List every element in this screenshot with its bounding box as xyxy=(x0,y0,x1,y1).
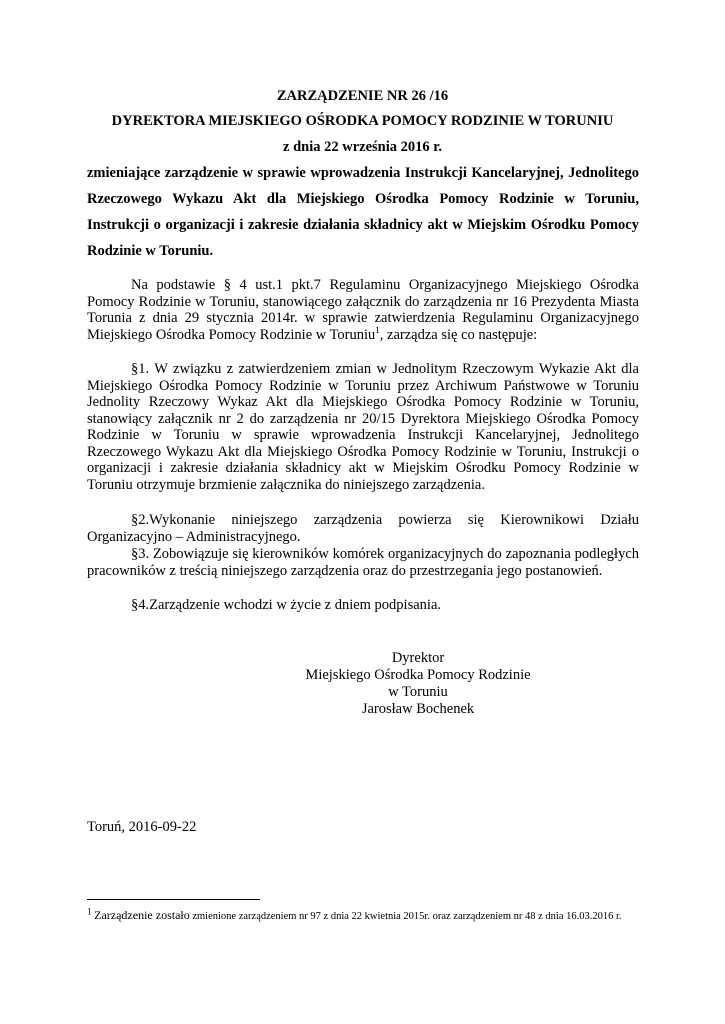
footnote-number: 1 xyxy=(87,906,92,917)
footnote-lead: Zarządzenie zostało xyxy=(94,908,190,922)
signature-block xyxy=(280,650,556,718)
document-issuer: DYREKTORA MIEJSKIEGO OŚRODKA POMOCY RODZINIE W TORUNIU xyxy=(111,113,614,129)
footnote-reference: 1 xyxy=(375,324,380,335)
footnote-text: zmienione zarządzeniem nr 97 z dnia 22 kwietnia 2015r. oraz zarządzeniem nr 48 z dnia 16.03.2016 r. xyxy=(192,911,622,922)
document-title: ZARZĄDZENIE NR 26 /16 xyxy=(276,88,449,104)
document-date: z dnia 22 września 2016 r. xyxy=(283,139,442,155)
legal-basis-paragraph xyxy=(87,277,639,343)
section-4-paragraph: §4.Zarządzenie wchodzi w życie z dniem podpisania. xyxy=(131,597,442,613)
section-3-paragraph: §3. Zobowiązuje się kierowników komórek organizacyjnych do zapoznania podległych pracowników z treścią niniejszego zarządzenia oraz do przestrzegania jego postanowień. xyxy=(87,546,639,579)
signature-city: w Toruniu xyxy=(388,684,448,700)
place-and-date: Toruń, 2016-09-22 xyxy=(87,819,197,835)
legal-basis-ending: , zarządza się co następuje: xyxy=(379,326,538,343)
legal-basis-text: Na podstawie § 4 ust.1 pkt.7 Regulaminu Organizacyjnego Miejskiego Ośrodka Pomocy Rodzinie w Toruniu, stanowiącego załącznik do zarządzenia nr 16 Prezydenta Miasta Torunia z dnia 29 stycznia 2014r. w sprawie zatwierdzenia Regulaminu Organizacyjnego Miejskiego Ośrodka Pomocy Rodzinie w Toruniu xyxy=(87,277,639,343)
signature-title: Dyrektor xyxy=(391,650,445,666)
document-subject: zmieniające zarządzenie w sprawie wprowadzenia Instrukcji Kancelaryjnej, Jednolitego Rzeczowego Wykazu Akt dla Miejskiego Ośrodka Pomocy Rodzinie w Toruniu, Instrukcji o organizacji i zakresie działania składnicy akt w Miejskim Ośrodku Pomocy Rodzinie w Toruniu. xyxy=(87,165,639,259)
footnote xyxy=(87,906,639,923)
section-2-paragraph: §2.Wykonanie niniejszego zarządzenia powierza się Kierownikowi Działu Organizacyjno – Administracyjnego. xyxy=(87,512,639,545)
section-1-paragraph: §1. W związku z zatwierdzeniem zmian w Jednolitym Rzeczowym Wykazie Akt dla Miejskiego Ośrodka Pomocy Rodzinie w Toruniu przez Archiwum Państwowe w Toruniu Jednolity Rzeczowy Wykaz Akt dla Miejskiego Ośrodka Pomocy Rodzinie w Toruniu, stanowiący załącznik nr 2 do zarządzenia nr 20/15 Dyrektora Miejskiego Ośrodka Pomocy Rodzinie w Toruniu w sprawie wprowadzenia Instrukcji Kancelaryjnej, Jednolitego Rzeczowego Wykazu Akt dla Miejskiego Ośrodka Pomocy Rodzinie w Toruniu, Instrukcji o organizacji i zakresie działania składnicy akt w Miejskim Ośrodku Pomocy Rodzinie w Toruniu otrzymuje brzmienie załącznika do niniejszego zarządzenia. xyxy=(87,361,639,493)
footnote-divider xyxy=(87,899,260,900)
signature-institution: Miejskiego Ośrodka Pomocy Rodzinie xyxy=(305,667,531,683)
signature-name: Jarosław Bochenek xyxy=(361,701,475,717)
